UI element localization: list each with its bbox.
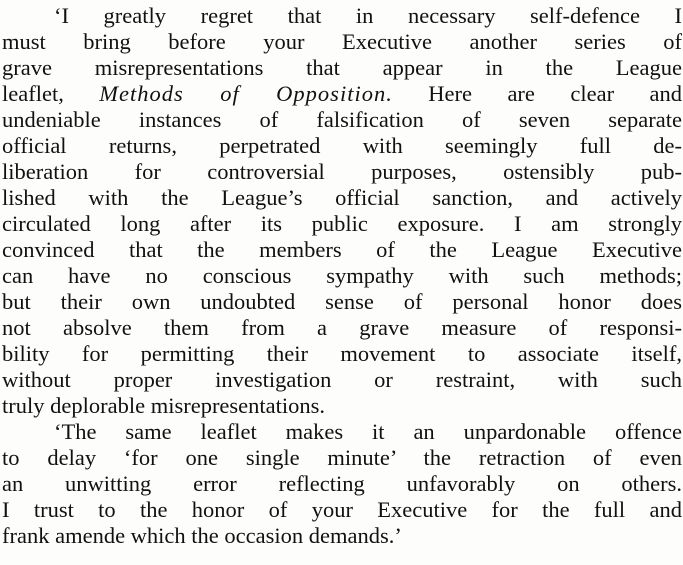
text-line: truly deplorable misrepresentations.: [2, 393, 326, 418]
text-line: frank amende which the occasion demands.’: [2, 523, 402, 548]
text-line: but their own undoubted sense of personal honor does: [2, 289, 682, 314]
text-line: [2, 82, 682, 106]
text-line: ‘I greatly regret that in necessary self-defence I: [54, 3, 682, 28]
text-line: ‘The same leaflet makes it an unpardonable offence: [54, 419, 682, 444]
text-line: not absolve them from a grave measure of responsi-: [2, 315, 682, 340]
text-line: official returns, perpetrated with seemingly full de-: [2, 133, 682, 158]
text-line: convinced that the members of the League Executive: [2, 237, 682, 262]
text-line: circulated long after its public exposure. I am strongly: [2, 211, 682, 236]
text-segment: Here are clear and: [392, 81, 683, 106]
text-line: can have no conscious sympathy with such methods;: [2, 263, 682, 288]
text-line: I trust to the honor of your Executive for the full and: [2, 497, 682, 522]
text-line: must bring before your Executive another series of: [2, 29, 682, 54]
text-line: to delay ‘for one single minute’ the retraction of even: [2, 445, 682, 470]
italic-title: Methods of Opposition.: [99, 81, 393, 106]
text-line: an unwitting error reflecting unfavorably on others.: [2, 471, 682, 496]
text-line: liberation for controversial purposes, ostensibly pub-: [2, 159, 682, 184]
text-line: bility for permitting their movement to associate itself,: [2, 341, 682, 366]
text-line: grave misrepresentations that appear in the League: [2, 55, 682, 80]
text-segment: leaflet,: [2, 81, 100, 106]
text-line: undeniable instances of falsification of seven separate: [2, 107, 682, 132]
text-line: without proper investigation or restraint, with such: [2, 367, 682, 392]
text-line: lished with the League’s official sanction, and actively: [2, 185, 682, 210]
